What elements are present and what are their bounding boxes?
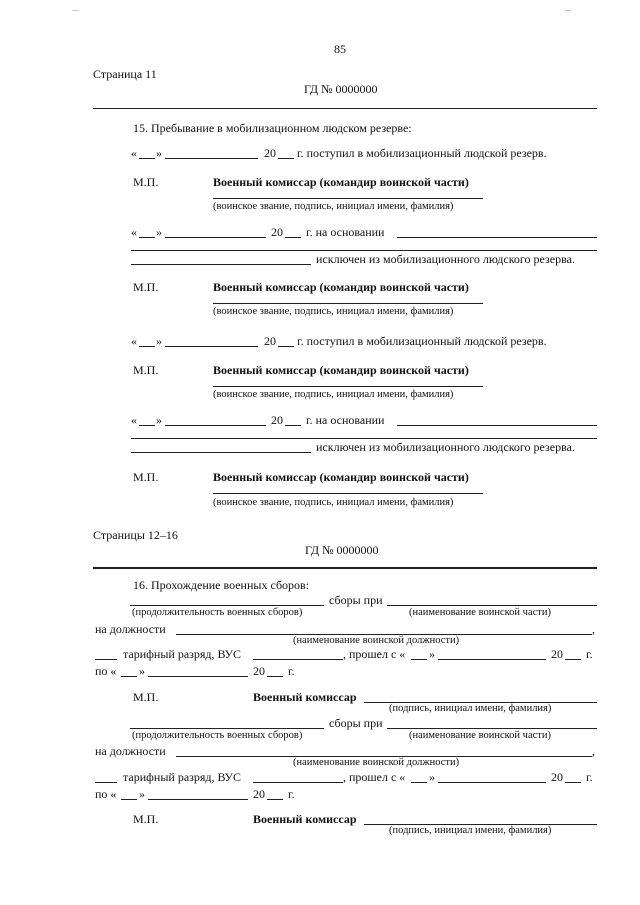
date-quote-close: » bbox=[156, 146, 162, 160]
signature-caption: (подпись, инициал имени, фамилия) bbox=[389, 825, 552, 836]
signature-caption: (воинское звание, подпись, инициал имени, фамилия) bbox=[213, 389, 454, 400]
to-day-field[interactable] bbox=[121, 799, 137, 800]
to-label: по « bbox=[95, 664, 117, 678]
sbory-pri-label: сборы при bbox=[329, 716, 383, 730]
section-divider bbox=[93, 108, 597, 109]
from-year-field[interactable] bbox=[565, 782, 581, 783]
passed-from-label: , прошел с « bbox=[343, 770, 406, 784]
year-suffix: г. bbox=[586, 647, 593, 661]
duration-field[interactable] bbox=[130, 605, 324, 606]
date-quote-open: « bbox=[131, 146, 137, 160]
basis-field[interactable] bbox=[397, 237, 597, 238]
year-field[interactable] bbox=[285, 425, 301, 426]
page-label-11: Страница 11 bbox=[93, 67, 157, 81]
quote-close: » bbox=[429, 647, 435, 661]
section-heading-16: 16. Прохождение военных сборов: bbox=[133, 578, 310, 592]
position-label: на должности bbox=[95, 744, 166, 758]
signature-line[interactable] bbox=[213, 493, 483, 494]
quote-close: » bbox=[429, 770, 435, 784]
year-prefix: 20 bbox=[271, 413, 283, 427]
quote-close: » bbox=[139, 787, 145, 801]
mp-stamp-label: М.П. bbox=[133, 470, 159, 484]
vus-field[interactable] bbox=[253, 659, 343, 660]
date-day-field[interactable] bbox=[139, 158, 155, 159]
commissar-title: Военный комиссар (командир воинской части) bbox=[213, 470, 469, 484]
year-prefix: 20 bbox=[253, 664, 265, 678]
year-field[interactable] bbox=[278, 158, 294, 159]
page-number: 85 bbox=[334, 42, 346, 56]
year-prefix: 20 bbox=[551, 647, 563, 661]
excluded-reason-field[interactable] bbox=[131, 264, 311, 265]
tariff-grade-field[interactable] bbox=[95, 659, 117, 660]
passed-from-label: , прошел с « bbox=[343, 647, 406, 661]
date-quote-open: « bbox=[131, 413, 137, 427]
date-quote-close: » bbox=[156, 334, 162, 348]
date-month-field[interactable] bbox=[165, 346, 258, 347]
excluded-text: исключен из мобилизационного людского резерва. bbox=[316, 252, 575, 266]
scan-mark-right bbox=[565, 10, 571, 11]
signature-caption: (воинское звание, подпись, инициал имени, фамилия) bbox=[213, 497, 454, 508]
tariff-label: тарифный разряд, ВУС bbox=[123, 647, 242, 661]
position-caption: (наименование воинской должности) bbox=[293, 635, 460, 646]
date-day-field[interactable] bbox=[139, 425, 155, 426]
date-quote-open: « bbox=[131, 225, 137, 239]
doc-number: ГД № 0000000 bbox=[305, 543, 379, 557]
from-day-field[interactable] bbox=[411, 659, 427, 660]
year-prefix: 20 bbox=[253, 787, 265, 801]
from-year-field[interactable] bbox=[565, 659, 581, 660]
year-prefix: 20 bbox=[264, 146, 276, 160]
basis-text: г. на основании bbox=[306, 225, 385, 239]
scan-mark-left bbox=[72, 10, 79, 11]
duration-caption: (продолжительность военных сборов) bbox=[132, 607, 303, 618]
quote-close: » bbox=[139, 664, 145, 678]
to-month-field[interactable] bbox=[148, 676, 248, 677]
date-quote-close: » bbox=[156, 225, 162, 239]
basis-field-line2[interactable] bbox=[131, 438, 597, 439]
year-prefix: 20 bbox=[264, 334, 276, 348]
mp-stamp-label: М.П. bbox=[133, 280, 159, 294]
sbory-pri-label: сборы при bbox=[329, 593, 383, 607]
section-divider bbox=[93, 567, 597, 569]
comma: , bbox=[592, 744, 595, 758]
date-day-field[interactable] bbox=[139, 237, 155, 238]
year-prefix: 20 bbox=[271, 225, 283, 239]
section-heading-15: 15. Пребывание в мобилизационном людском резерве: bbox=[133, 121, 412, 135]
duration-caption: (продолжительность военных сборов) bbox=[132, 730, 303, 741]
signature-line[interactable] bbox=[213, 303, 483, 304]
tariff-label: тарифный разряд, ВУС bbox=[123, 770, 242, 784]
position-caption: (наименование воинской должности) bbox=[293, 757, 460, 768]
year-field[interactable] bbox=[285, 237, 301, 238]
year-suffix: г. bbox=[586, 770, 593, 784]
basis-text: г. на основании bbox=[306, 413, 385, 427]
page-label-12-16: Страницы 12–16 bbox=[93, 528, 178, 542]
unit-caption: (наименование воинской части) bbox=[409, 730, 551, 741]
admitted-text: г. поступил в мобилизационный людской резерв. bbox=[297, 146, 547, 160]
unit-field[interactable] bbox=[387, 605, 597, 606]
position-label: на должности bbox=[95, 622, 166, 636]
from-day-field[interactable] bbox=[411, 782, 427, 783]
admitted-text: г. поступил в мобилизационный людской резерв. bbox=[297, 334, 547, 348]
mp-stamp-label: М.П. bbox=[133, 812, 159, 826]
date-quote-close: » bbox=[156, 413, 162, 427]
year-field[interactable] bbox=[278, 346, 294, 347]
signature-caption: (воинское звание, подпись, инициал имени, фамилия) bbox=[213, 201, 454, 212]
to-month-field[interactable] bbox=[148, 799, 248, 800]
year-suffix: г. bbox=[288, 787, 295, 801]
duration-field[interactable] bbox=[130, 728, 324, 729]
commissar-title: Военный комиссар (командир воинской части) bbox=[213, 363, 469, 377]
unit-field[interactable] bbox=[387, 728, 597, 729]
mp-stamp-label: М.П. bbox=[133, 690, 159, 704]
date-month-field[interactable] bbox=[165, 425, 266, 426]
commissar-title: Военный комиссар (командир воинской части) bbox=[213, 280, 469, 294]
from-month-field[interactable] bbox=[438, 659, 546, 660]
date-day-field[interactable] bbox=[139, 346, 155, 347]
to-year-field[interactable] bbox=[267, 676, 283, 677]
from-month-field[interactable] bbox=[438, 782, 546, 783]
comma: , bbox=[592, 622, 595, 636]
to-year-field[interactable] bbox=[267, 799, 283, 800]
signature-line[interactable] bbox=[213, 386, 483, 387]
signature-line[interactable] bbox=[213, 198, 483, 199]
mp-stamp-label: М.П. bbox=[133, 363, 159, 377]
basis-field[interactable] bbox=[397, 425, 597, 426]
year-prefix: 20 bbox=[551, 770, 563, 784]
commissar-title: Военный комиссар bbox=[253, 812, 357, 826]
tariff-grade-field[interactable] bbox=[95, 782, 117, 783]
signature-caption: (подпись, инициал имени, фамилия) bbox=[389, 703, 552, 714]
doc-number: ГД № 0000000 bbox=[304, 82, 378, 96]
date-month-field[interactable] bbox=[165, 237, 266, 238]
unit-caption: (наименование воинской части) bbox=[409, 607, 551, 618]
mp-stamp-label: М.П. bbox=[133, 175, 159, 189]
vus-field[interactable] bbox=[253, 782, 343, 783]
basis-field-line2[interactable] bbox=[131, 250, 597, 251]
excluded-reason-field[interactable] bbox=[131, 452, 311, 453]
year-suffix: г. bbox=[288, 664, 295, 678]
date-month-field[interactable] bbox=[165, 158, 258, 159]
date-quote-open: « bbox=[131, 334, 137, 348]
signature-caption: (воинское звание, подпись, инициал имени, фамилия) bbox=[213, 306, 454, 317]
commissar-title: Военный комиссар bbox=[253, 690, 357, 704]
to-label: по « bbox=[95, 787, 117, 801]
commissar-title: Военный комиссар (командир воинской части) bbox=[213, 175, 469, 189]
excluded-text: исключен из мобилизационного людского резерва. bbox=[316, 440, 575, 454]
to-day-field[interactable] bbox=[121, 676, 137, 677]
